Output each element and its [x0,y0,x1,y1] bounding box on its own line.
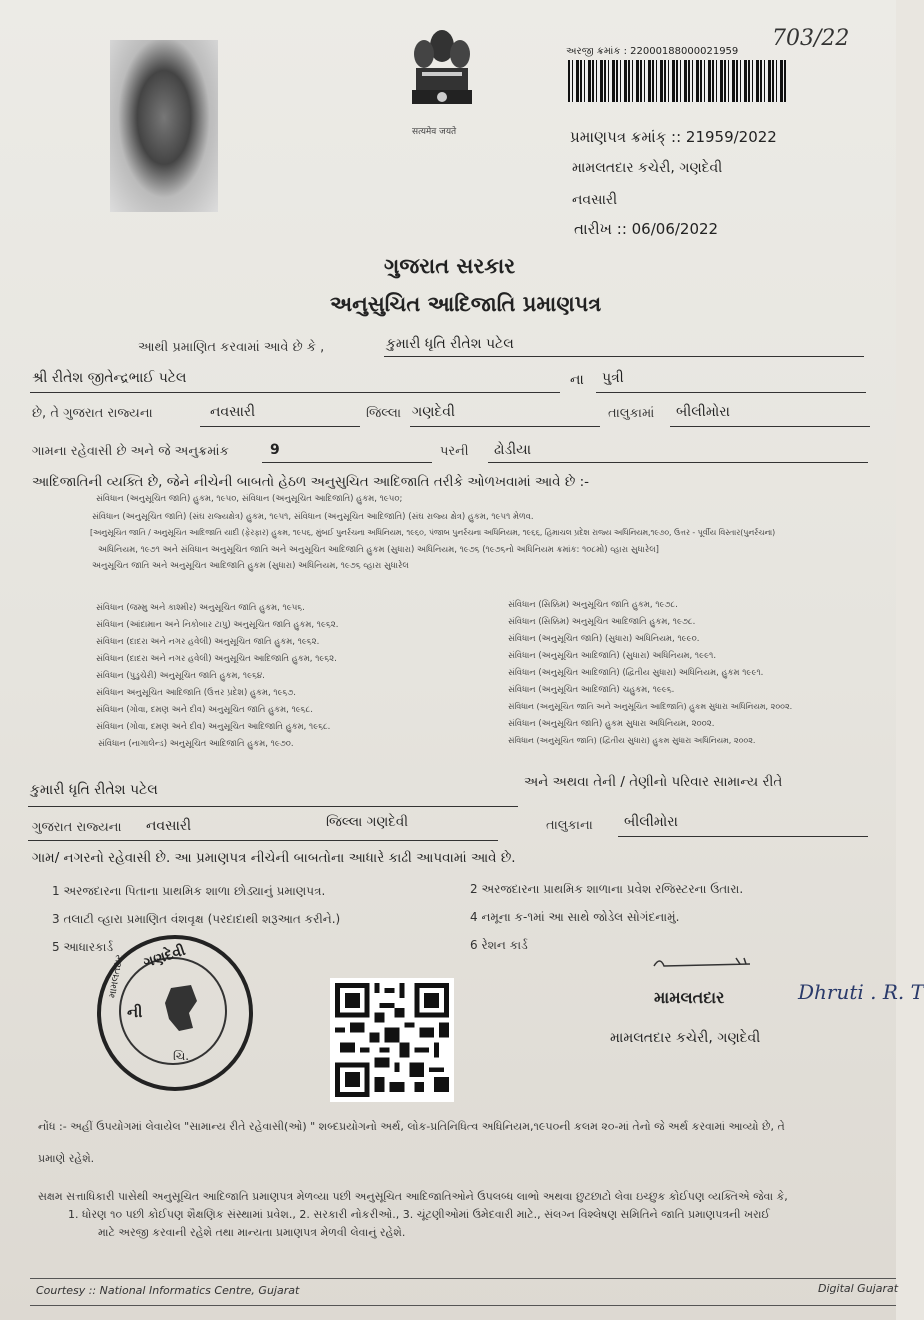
order-left: સંવિધાન (જમ્મુ અને કાશ્મીર) અનુસૂચિત જાતિ હુકમ, ૧૯૫૬. [96,603,305,613]
signatory-office: મામલતદાર કચેરી, ગણદેવી [610,1030,761,1046]
taluka-underline [410,426,600,427]
tribe-underline [488,462,868,463]
state-label-2: ગુજરાત રાજ્યના [32,820,122,835]
legal-line: અધિનિયમ, ૧૯૭૧ અને સંવિધાન અનુસૂચિત જાતિ અને અનુસૂચિત આદિજાતિ હુકમ (સુધારા) અધિનિયમ, ૧૯૭૬ (૧૯૭૬નો અધિનિયમ ક્રમાંક: ૧૦૮મો) વ્હારા સુધારેલ] [98,545,659,555]
seal-text-center: ની [127,1003,143,1021]
order-left: સંવિધાન (ગોવા, દમણ અને દીવ) અનુસૂચિત આદિજાતિ હુકમ, ૧૯૬૮. [96,722,331,732]
resident-statement: ગામ/ નગરનો રહેવાસી છે. આ પ્રમાણપત્ર નીચેની બાબતોના આધારે કાઢી આપવામાં આવે છે. [32,850,516,866]
taluka-value: ગણદેવી [412,404,455,420]
relation-value: પુત્રી [602,370,624,386]
order-right: સંવિધાન (સિક્કિમ) અનુસૂચિત જાતિ હુકમ, ૧૯૭૮. [508,600,678,610]
qr-code [330,978,454,1102]
order-left: સંવિધાન અનુસૂચિત આદિજાતિ (ઉત્તર પ્રદેશ) હુકમ, ૧૯૬૭. [96,688,297,698]
serial-underline [262,462,432,463]
applicant-photo [110,40,218,212]
par-label: પરની [440,444,469,459]
legal-line: સંવિધાન (અનુસૂચિત જાતિ) હુકમ, ૧૯૫૦, સંવિધાન (અનુસૂચિત આદિજાતિ) હુકમ, ૧૯૫૦; [96,494,403,504]
note-line-2: પ્રમાણે રહેશે. [38,1152,95,1165]
village-underline [670,426,870,427]
seal-text-bottom: ચિ. [173,1049,190,1063]
order-left: સંવિધાન (નાગાલેન્ડ) અનુસૂચિત આદિજાતિ હુકમ, ૧૯૭૦. [98,739,294,749]
father-name-underline [30,392,560,393]
order-right: સંવિધાન (સિક્કિમ) અનુસૂચિત આદિજાતિ હુકમ, ૧૯૭૮. [508,617,696,627]
district-label: જિલ્લા [366,406,402,421]
note-line: નોંધ :- અહીં ઉપયોગમાં લેવાયેલ "સામાન્ય રીતે રહેવાસી(ઓ) " શબ્દપ્રયોગનો અર્થ, લોક-પ્રતિનિધિત્વ અધિનિયમ,૧૯૫૦ની કલમ ૨૦-માં તેનો જે અર્થ કરવામાં આવ્યો છે, તે [38,1120,785,1133]
order-right: સંવિધાન (અનુસૂચિત જાતિ) હુકમ સુધારા અધિનિયમ, ૨૦૦૨. [508,719,715,729]
document-item: 6 રેશન કાર્ડ [470,938,528,952]
taluka-line-2: જિલ્લા ગણદેવી [326,814,409,830]
village-value: બીલીમોરા [676,404,730,420]
signature-scribble [650,952,760,976]
certify-label: આથી પ્રમાણિત કરવામાં આવે છે કે , [138,340,325,355]
candidate-name-repeat: કુમારી ધૃતિ રીતેશ પટેલ [30,782,158,798]
order-right: સંવિધાન (અનુસૂચિત આદિજાતિ) (સુધારા) અધિનિયમ, ૧૯૯૧. [508,651,717,661]
map-emblem-icon [161,983,201,1033]
na-label: ના [570,372,584,388]
digital-gujarat-text: Digital Gujarat [818,1282,899,1295]
village-label: ગામના રહેવાસી છે અને જે અનુક્રમાંક [32,444,229,459]
document-item: 2 અરજદારના પ્રાથમિક શાળાના પ્રવેશ રજિસ્ટરના ઉતારા. [470,882,744,896]
emblem-motto: सत्यमेव जयते [412,127,457,137]
document-item: 4 નમૂના ક-૧માં આ સાથે જોડેલ સોગંદનામું. [470,910,680,924]
order-right: સંવિધાન (અનુસૂચિત જાતિ અને અનુસૂચિત આદિજાતિ) હુકમ સુધારા અધિનિયમ, ૨૦૦૨. [508,702,793,711]
relation-underline [596,392,866,393]
seal-text-top: ગણદેવી [141,942,188,972]
village-value-2: બીલીમોરા [624,814,678,830]
order-left: સંવિધાન (ગોવા, દમણ અને દીવ) અનુસૂચિત જાતિ હુકમ, ૧૯૬૮. [96,705,313,715]
order-left: સંવિધાન (દાદરા અને નગર હવેલી) અનુસૂચિત જાતિ હુકમ, ૧૯૬૨. [96,637,320,647]
document-item: 3 તલાટી વ્હારા પ્રમાણિત વંશવૃક્ષ (પરદાદાથી શરૂઆત કરીને.) [52,912,341,926]
candidate-name-repeat-underline [28,806,518,807]
certificate-number: પ્રમાણપત્ર ક્રમાંક્ :: 21959/2022 [570,128,777,146]
document-item: 1 અરજદારના પિતાના પ્રાથમિક શાળા છોડ્યાનું પ્રમાણપત્ર. [52,884,326,898]
order-right: સંવિધાન (અનુસૂચિત જાતિ) (દ્વિતીય સુધારા) હુકમ સુધારા અધિનિયમ, ૨૦૦૨. [508,736,756,745]
official-seal [97,935,253,1091]
national-emblem-icon [402,24,482,134]
taluka-label: તાલુકામાં [608,406,655,421]
family-label: અને અથવા તેની / તેણીનો પરિવાર સામાન્ય રીતે [524,774,783,790]
handwritten-signature: Dhruti . R. T [798,980,924,1004]
tribe-statement: આદિજાતિની વ્યક્તિ છે, જેને નીચેની બાબતો હેઠળ અનુસુચિત આદિજાતિ તરીકે ઓળખવામાં આવે છે :- [32,474,590,490]
handwritten-number: 703/22 [772,26,850,51]
barcode [568,60,786,102]
footer-bar [30,1278,899,1306]
government-title: ગુજરાત સરકાર [384,254,516,278]
village-2-underline [618,836,868,837]
issuing-office: મામલતદાર કચેરી, ગણદેવી [572,160,723,176]
order-left: સંવિધાન (પુડુચેરી) અનુસૂચિત જાતિ હુકમ, ૧૯૬૪. [96,671,265,681]
candidate-name-underline [384,356,864,357]
issuing-district: નવસારી [572,192,618,208]
courtesy-text: Courtesy :: National Informatics Centre, Gujarat [36,1284,300,1297]
tribe-value: ઢોડીયા [494,442,532,458]
district-2-underline [28,840,498,841]
candidate-name: કુમારી ધૃતિ રીતેશ પટેલ [386,336,514,352]
district-value-2: નવસારી [146,818,192,834]
district-underline [200,426,360,427]
application-number: અરજી ક્રમાંક : 22000188000021959 [566,46,739,57]
order-right: સંવિધાન (અનુસૂચિત આદિજાતિ) ચહુકમ, ૧૯૯૬. [508,685,675,695]
order-left: સંવિધાન (આંદામાન અને નિકોબાર ટાપુ) અનુસૂચિત જાતિ હુકમ, ૧૯૬૨. [96,620,339,630]
issue-date: તારીખ :: 06/06/2022 [574,220,719,238]
district-value: નવસારી [210,404,256,420]
order-left: સંવિધાન (દાદરા અને નગર હવેલી) અનુસૂચિત આદિજાતિ હુકમ, ૧૯૬૨. [96,654,337,664]
competent-line-3: માટે અરજી કરવાની રહેશે તથા માન્યતા પ્રમાણપત્ર મેળવી લેવાનું રહેશે. [98,1226,406,1239]
serial-value: 9 [270,442,280,458]
order-right: સંવિધાન (અનુસૂચિત જાતિ) (સુધારા) અધિનિયમ, ૧૯૯૦. [508,634,700,644]
certificate-title: અનુસુચિત આદિજાતિ પ્રમાણપત્ર [330,292,602,316]
order-right: સંવિધાન (અનુસૂચિત આદિજાતિ) (દ્વિતીય સુધારા) અધિનિયમ, હુકમ ૧૯૯૧. [508,668,764,678]
document-item: 5 આધારકાર્ડ [52,940,114,954]
legal-line: સંવિધાન (અનુસૂચિત જાતિ) (સંઘ રાજ્યક્ષેત્ર) હુકમ, ૧૯૫૧, સંવિધાન (અનુસૂચિત આદિજાતિ) (સંઘ રાજ્ય ક્ષેત્ર) હુકમ, ૧૯૫૧ મેળવ. [92,512,534,522]
competent-line: સક્ષમ સત્તાધિકારી પાસેથી અનુસૂચિત આદિજાતિ પ્રમાણપત્ર મેળવ્યા પછી અનુસૂચિત આદિજાતિઓને ઉપલબ્ધ લાભો અથવા છુટછાટો લેવા ઇચ્છુક કોઈપણ વ્યક્તિએ જેવા કે, [38,1190,788,1203]
competent-line-2: 1. ધોરણ ૧૦ પછી કોઈપણ શૈક્ષણિક સંસ્થામાં પ્રવેશ., 2. સરકારી નોકરીઓ., 3. ચૂંટણીઓમાં ઉમેદવારી માટે., સંલગ્ન વિશ્લેષણ સમિતિને જાતિ પ્રમાણપત્રની ખરાઈ [68,1208,770,1221]
seal-text-left: મામલતદાર [107,953,126,999]
taluka-label-2: તાલુકાના [546,818,593,833]
legal-line: અનુસૂચિત જાતિ અને અનુસૂચિત આદિજાતિ હુકમ (સુધારા) અધિનિયમ, ૧૯૭૬ વ્હારા સુધારેલ [92,561,409,571]
signatory-title: મામલતદાર [654,988,725,1007]
legal-line: [અનુસૂચિત જાતિ / અનુસૂચિત આદિજાતિ યાદી (ફેરફાર) હુકમ, ૧૯૫૬, મુંબઈ પુનર્રચના અધિનિયમ, ૧૯૬૦, પંજાબ પુનર્રચના અધિનિયમ, ૧૯૬૬, હિમાચલ પ્રદેશ રાજ્ય અધિનિયમ,૧૯૭૦, ઉત્તર - પૂર્વીય વિસ્તાર(પુનર્રચના) [90,528,776,537]
state-label: છે, તે ગુજરાત રાજ્યના [32,406,153,421]
father-name: શ્રી રીતેશ જીતેન્દ્રભાઈ પટેલ [32,370,187,386]
